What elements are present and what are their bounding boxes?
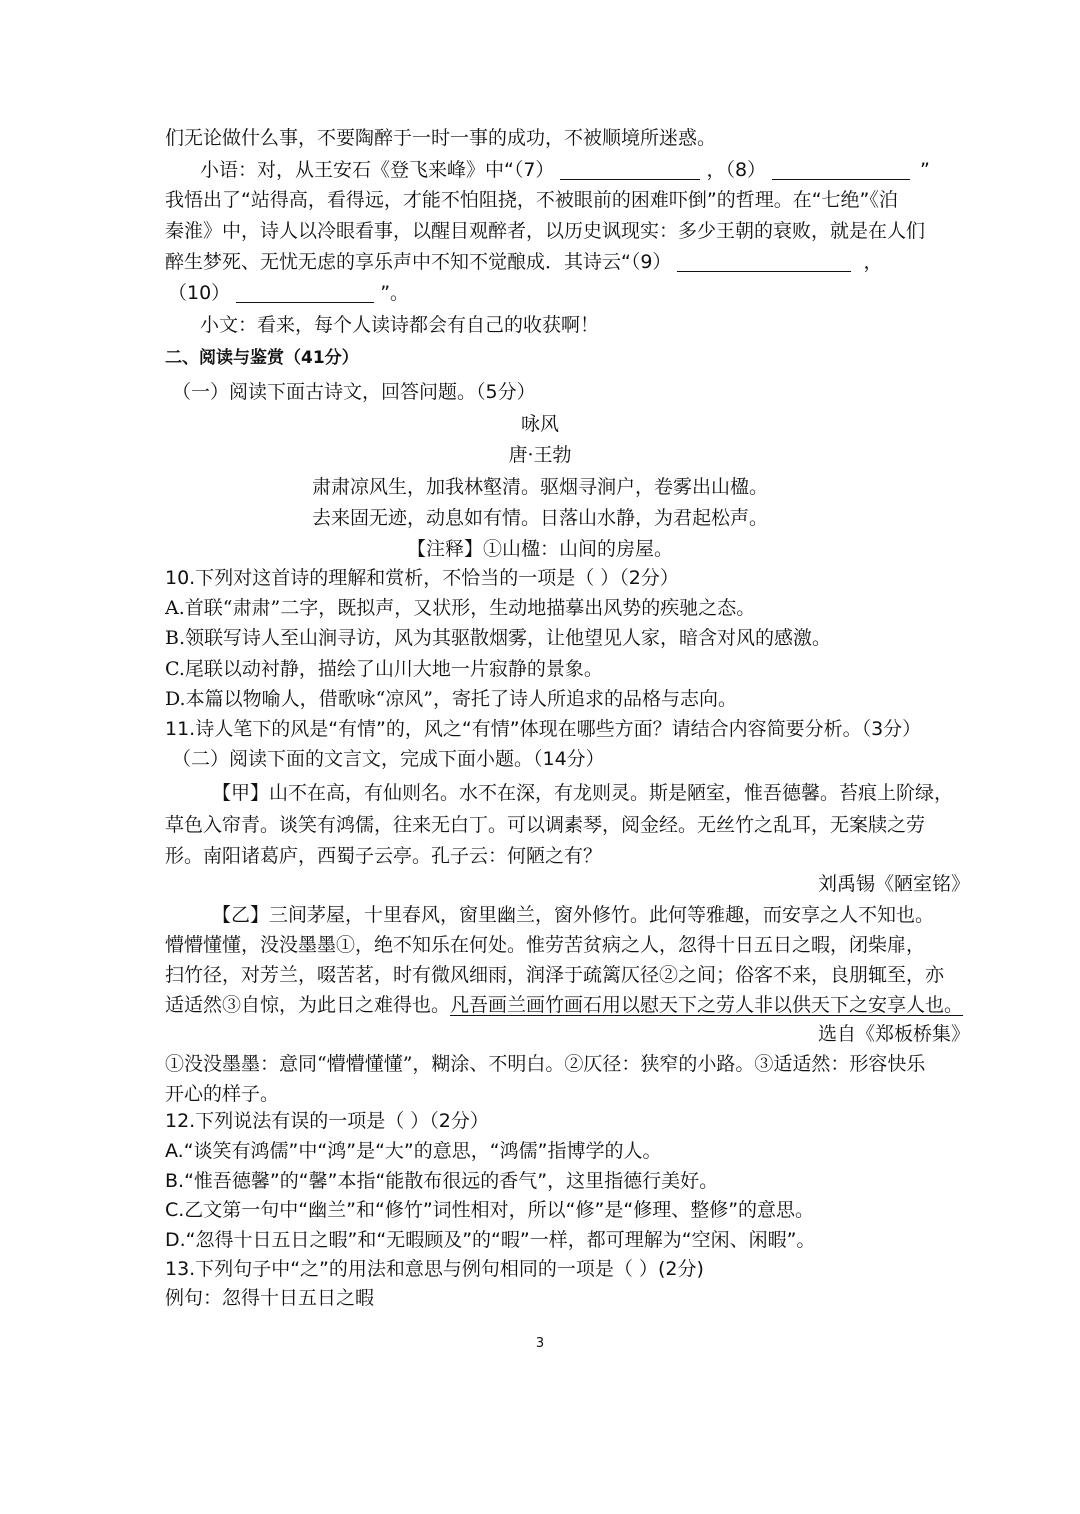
text-yi-line-1: 【乙】三间茅屋，十里春风，窗里幽兰，窗外修竹。此何等雅趣，而安享之人不知也。: [212, 904, 935, 926]
poem-note: 【注释】①山楹：山间的房屋。: [406, 538, 673, 560]
dialogue-line-2: [200, 156, 930, 184]
poem-line-2: 去来固无迹，动息如有情。日落山水静，为君起松声。: [311, 507, 768, 529]
blank-9[interactable]: [677, 251, 851, 272]
poem-line-1: 肃肃凉风生，加我林壑清。驱烟寻涧户，卷雾出山楹。: [311, 476, 768, 498]
q13-stem: 13.下列句子中“之”的用法和意思与例句相同的一项是（ ）(2分): [165, 1258, 704, 1280]
blank-8[interactable]: [772, 159, 910, 180]
section-2-heading: 二、阅读与鉴赏（41分）: [165, 348, 359, 368]
q13-example: 例句：忽得十日五日之暇: [165, 1287, 375, 1309]
text-jia-line-3: 形。南阳诸葛庐，西蜀子云亭。孔子云：何陋之有？: [165, 845, 603, 867]
quote-close-period: ”。: [380, 282, 410, 304]
dialogue-line-3: 我悟出了“站得高，看得远，才能不怕阻挠，不被眼前的困难吓倒”的哲理。在“七绝”《泊: [165, 189, 898, 211]
q11-stem: 11.诗人笔下的风是“有情”的，风之“有情”体现在哪些方面？请结合内容简要分析。（3分）: [165, 718, 922, 740]
text-yi-line-2: 懵懵懂懂，没没墨墨①，绝不知乐在何处。惟劳苦贫病之人，忽得十日五日之暇，闭柴扉，: [165, 934, 926, 956]
q12-option-b: B.“惟吾德馨”的“馨”本指“能散布很远的香气”，这里指德行美好。: [165, 1170, 719, 1192]
dialogue-line-5: [165, 248, 882, 276]
q12-option-c: C.乙文第一句中“幽兰”和“修竹”词性相对，所以“修”是“修理、整修”的意思。: [165, 1199, 815, 1221]
q12-option-d: D.“忽得十日五日之暇”和“无暇顾及”的“暇”一样，都可理解为“空闲、闲暇”。: [165, 1229, 816, 1251]
q10-option-d: D.本篇以物喻人，借歌咏“凉风”，寄托了诗人所追求的品格与志向。: [165, 688, 738, 710]
q10-stem: 10.下列对这首诗的理解和赏析，不恰当的一项是（ ）（2分）: [165, 567, 679, 589]
text-jia-source: 刘禹锡《陋室铭》: [817, 873, 970, 895]
text-jia-line-1: 【甲】山不在高，有仙则名。水不在深，有龙则灵。斯是陋室，惟吾德馨。苔痕上阶绿，: [212, 782, 954, 804]
dialogue-line-4: 秦淮》中，诗人以冷眼看事，以醒目观醉者，以历史讽现实：多少王朝的衰败，就是在人们: [165, 220, 926, 242]
comma: ，: [863, 251, 883, 273]
text-jia-line-2: 草色入帘青。谈笑有鸿儒，往来无白丁。可以调素琴，阅金经。无丝竹之乱耳，无案牍之劳: [165, 814, 926, 836]
text-yi-source: 选自《郑板桥集》: [817, 1023, 970, 1045]
text-yi-line-4: [165, 991, 963, 1019]
poem-title: 咏风: [520, 413, 559, 435]
blank-9-label: 醉生梦死、无忧无虑的享乐声中不知不觉酿成．其诗云“（9）: [165, 251, 672, 273]
blank-10-label: （10）: [168, 282, 231, 304]
part-1-heading: （一）阅读下面古诗文，回答问题。（5分）: [172, 381, 536, 403]
dialogue-line-7: 小文：看来，每个人读诗都会有自己的收获啊！: [200, 314, 600, 336]
text-yi-line-3: 扫竹径，对芳兰，啜苦茗，时有微风细雨，润泽于疏篱仄径②之间；俗客不来，良朋辄至，亦: [165, 964, 945, 986]
q10-option-b: B.领联写诗人至山涧寻访，风为其驱散烟雾，让他望见人家，暗含对风的感激。: [165, 627, 832, 649]
blank-7-label: 小语：对，从王安石《登飞来峰》中“（7）: [200, 159, 555, 181]
blank-10[interactable]: [236, 282, 374, 303]
text-yi-line-4-plain: 适适然③自惊，为此日之难得也。: [165, 994, 451, 1016]
q10-option-c: C.尾联以动衬静，描绘了山川大地一片寂静的景象。: [165, 658, 603, 680]
q12-stem: 12.下列说法有误的一项是（ ）（2分）: [165, 1110, 489, 1132]
dialogue-line-6: [168, 279, 409, 307]
page-number: 3: [535, 1336, 545, 1351]
q12-option-a: A.“谈笑有鸿儒”中“鸿”是“大”的意思，“鸿儒”指博学的人。: [165, 1140, 662, 1162]
underlined-sentence: 凡吾画兰画竹画石用以慰天下之劳人非以供天下之安享人也。: [450, 994, 964, 1016]
q10-option-a: A.首联“肃肃”二字，既拟声，又状形，生动地描摹出风势的疾驰之态。: [165, 597, 756, 619]
poem-author: 唐·王勃: [508, 444, 572, 466]
blank-7[interactable]: [560, 159, 700, 180]
dialogue-line-1: 们无论做什么事，不要陶醉于一时一事的成功，不被顺境所迷惑。: [165, 127, 717, 149]
text-yi-notes-line-1: ①没没墨墨：意同“懵懵懂懂”，糊涂、不明白。②仄径：狭窄的小路。③适适然：形容快乐: [165, 1053, 926, 1075]
text-yi-notes-line-2: 开心的样子。: [165, 1083, 280, 1105]
blank-8-label: ，（8）: [706, 159, 767, 181]
part-2-heading: （二）阅读下面的文言文，完成下面小题。（14分）: [172, 748, 605, 770]
quote-close: ”: [920, 159, 930, 181]
